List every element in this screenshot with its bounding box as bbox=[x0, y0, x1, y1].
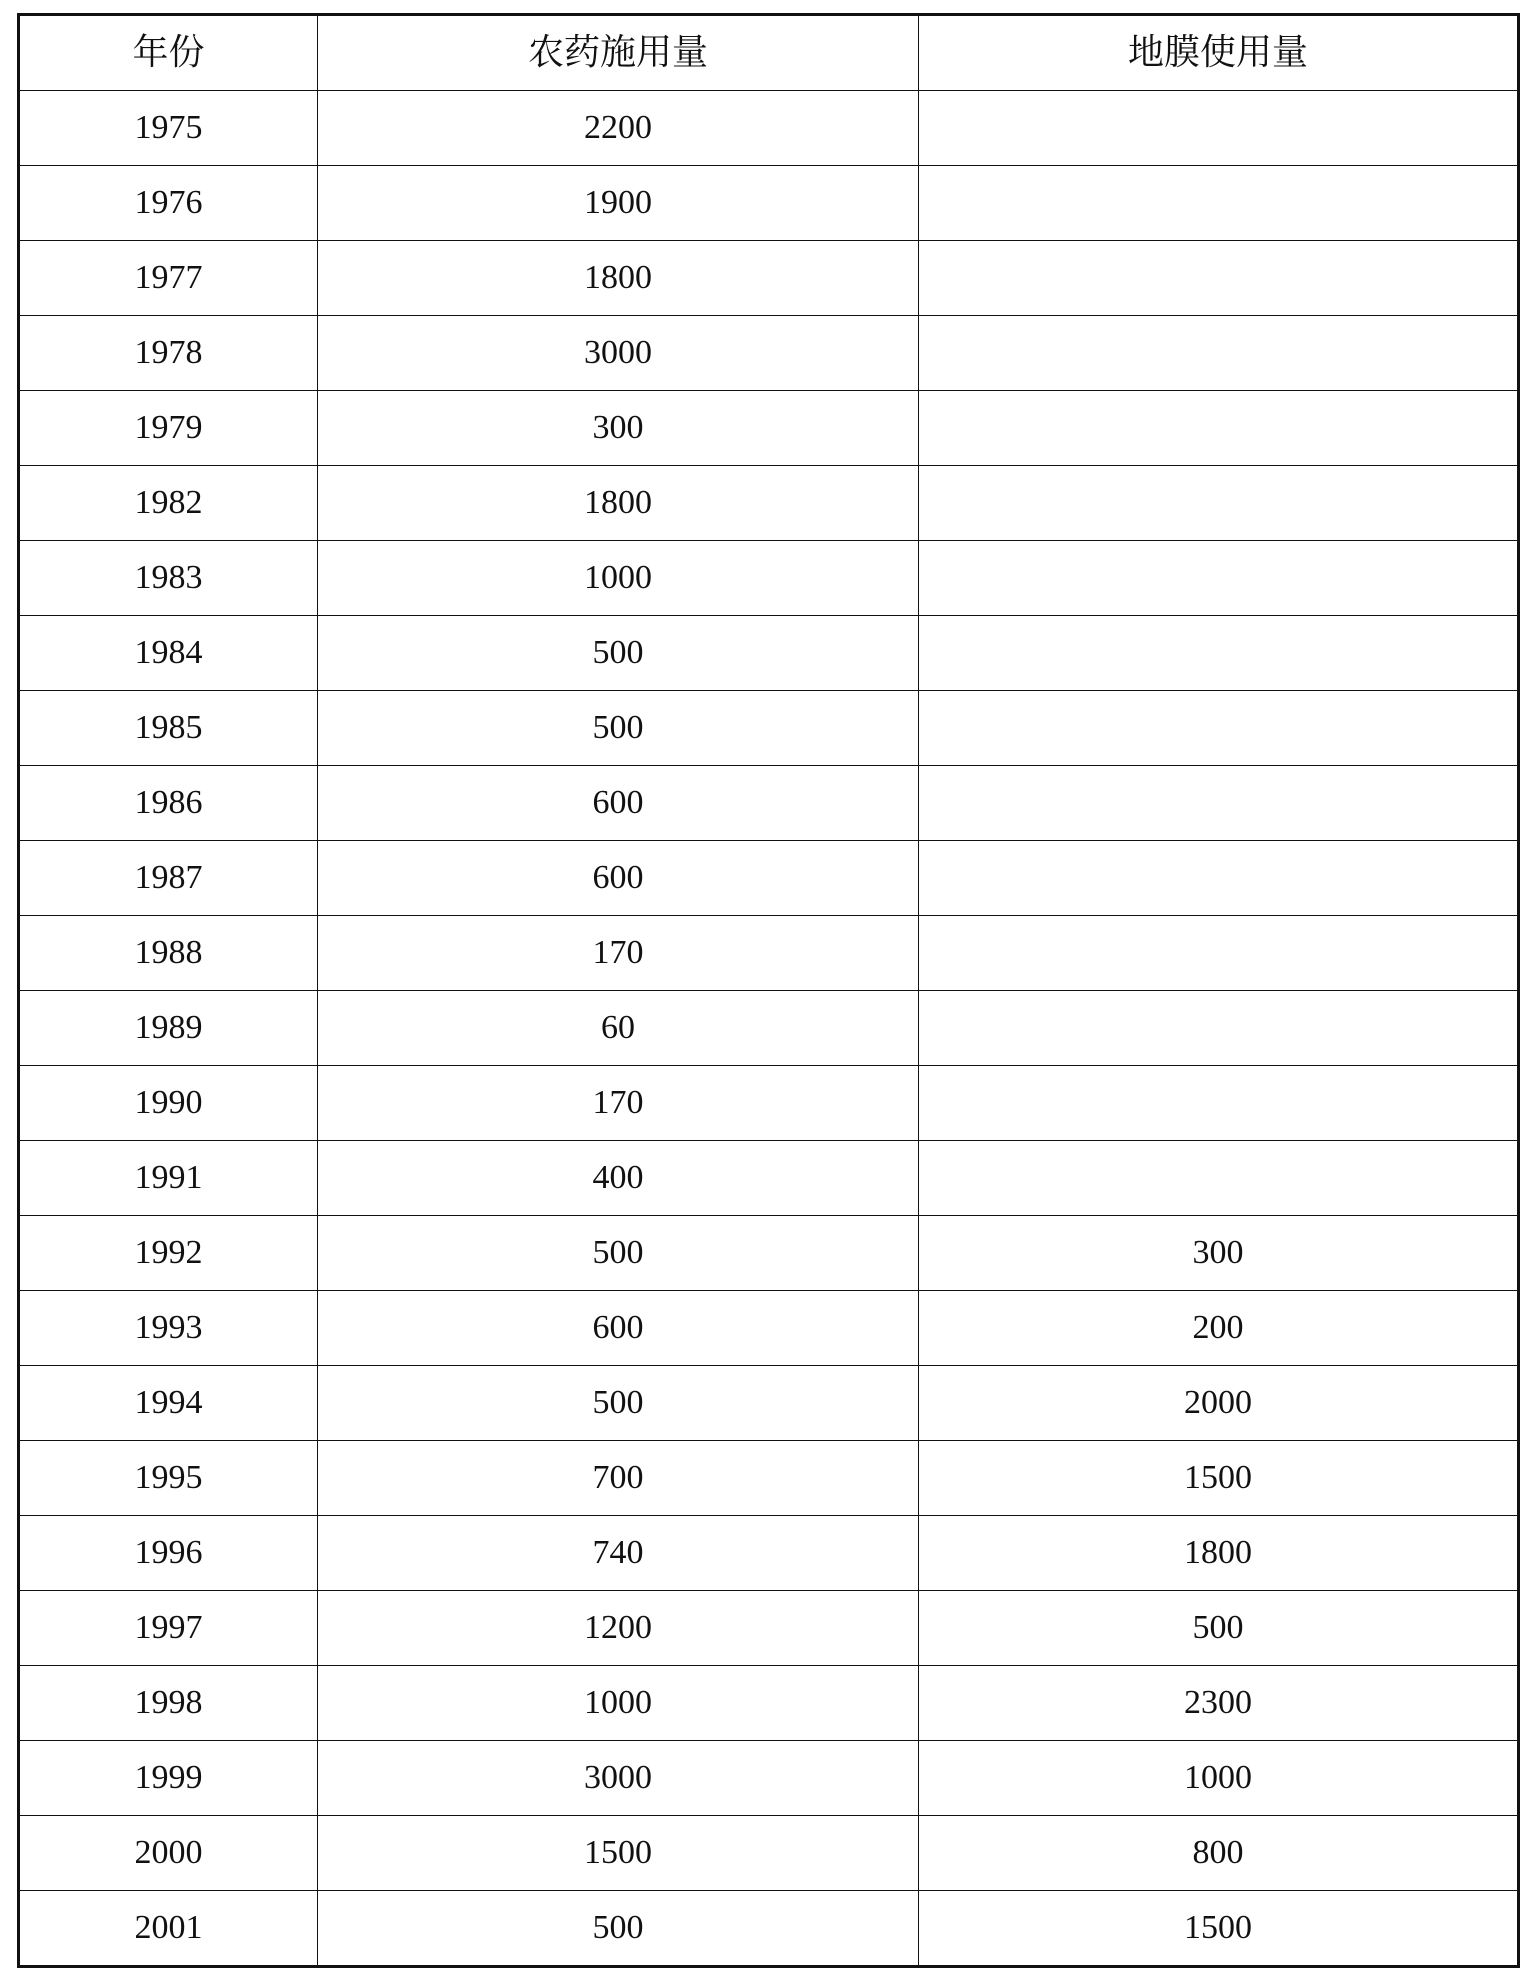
table-row bbox=[19, 1666, 1519, 1741]
cell-year: 1995 bbox=[19, 1441, 318, 1516]
cell-year: 1990 bbox=[19, 1066, 318, 1141]
cell-plastic-film-amount bbox=[919, 1066, 1519, 1141]
cell-year: 1994 bbox=[19, 1366, 318, 1441]
table-row bbox=[19, 241, 1519, 316]
cell-pesticide-amount: 500 bbox=[318, 1216, 919, 1291]
cell-year: 1986 bbox=[19, 766, 318, 841]
table-row bbox=[19, 841, 1519, 916]
cell-year: 1975 bbox=[19, 91, 318, 166]
table-row bbox=[19, 991, 1519, 1066]
cell-pesticide-amount: 1800 bbox=[318, 241, 919, 316]
cell-pesticide-amount: 600 bbox=[318, 766, 919, 841]
cell-year: 1993 bbox=[19, 1291, 318, 1366]
cell-year: 1997 bbox=[19, 1591, 318, 1666]
cell-year: 1979 bbox=[19, 391, 318, 466]
table-row bbox=[19, 466, 1519, 541]
cell-plastic-film-amount bbox=[919, 91, 1519, 166]
table-row bbox=[19, 1441, 1519, 1516]
table-row bbox=[19, 616, 1519, 691]
cell-pesticide-amount: 400 bbox=[318, 1141, 919, 1216]
cell-plastic-film-amount bbox=[919, 541, 1519, 616]
cell-plastic-film-amount: 2300 bbox=[919, 1666, 1519, 1741]
table-row bbox=[19, 766, 1519, 841]
cell-year: 1996 bbox=[19, 1516, 318, 1591]
cell-plastic-film-amount bbox=[919, 691, 1519, 766]
cell-year: 1976 bbox=[19, 166, 318, 241]
cell-plastic-film-amount bbox=[919, 841, 1519, 916]
cell-plastic-film-amount bbox=[919, 991, 1519, 1066]
cell-pesticide-amount: 500 bbox=[318, 1891, 919, 1967]
table-row bbox=[19, 1891, 1519, 1967]
table-row bbox=[19, 541, 1519, 616]
cell-pesticide-amount: 3000 bbox=[318, 1741, 919, 1816]
cell-plastic-film-amount: 300 bbox=[919, 1216, 1519, 1291]
data-table bbox=[17, 13, 1520, 1968]
cell-plastic-film-amount bbox=[919, 916, 1519, 991]
cell-pesticide-amount: 1800 bbox=[318, 466, 919, 541]
table-row bbox=[19, 1741, 1519, 1816]
column-header-year: 年份 bbox=[19, 15, 318, 91]
cell-plastic-film-amount bbox=[919, 166, 1519, 241]
cell-year: 1982 bbox=[19, 466, 318, 541]
cell-pesticide-amount: 1000 bbox=[318, 1666, 919, 1741]
table-row bbox=[19, 166, 1519, 241]
cell-plastic-film-amount bbox=[919, 466, 1519, 541]
cell-plastic-film-amount: 200 bbox=[919, 1291, 1519, 1366]
table-row bbox=[19, 1366, 1519, 1441]
cell-year: 2000 bbox=[19, 1816, 318, 1891]
cell-plastic-film-amount bbox=[919, 766, 1519, 841]
cell-year: 1987 bbox=[19, 841, 318, 916]
table-row bbox=[19, 1291, 1519, 1366]
cell-year: 1977 bbox=[19, 241, 318, 316]
cell-pesticide-amount: 600 bbox=[318, 1291, 919, 1366]
cell-year: 1983 bbox=[19, 541, 318, 616]
cell-pesticide-amount: 740 bbox=[318, 1516, 919, 1591]
table-row bbox=[19, 1216, 1519, 1291]
table-row bbox=[19, 1141, 1519, 1216]
table-row bbox=[19, 1816, 1519, 1891]
cell-year: 1988 bbox=[19, 916, 318, 991]
cell-year: 1989 bbox=[19, 991, 318, 1066]
cell-plastic-film-amount: 800 bbox=[919, 1816, 1519, 1891]
table-row bbox=[19, 691, 1519, 766]
cell-year: 1984 bbox=[19, 616, 318, 691]
table-row bbox=[19, 916, 1519, 991]
table-row bbox=[19, 91, 1519, 166]
cell-pesticide-amount: 60 bbox=[318, 991, 919, 1066]
cell-year: 1991 bbox=[19, 1141, 318, 1216]
table-row bbox=[19, 1591, 1519, 1666]
cell-pesticide-amount: 170 bbox=[318, 916, 919, 991]
table-body bbox=[19, 91, 1519, 1967]
table-row bbox=[19, 391, 1519, 466]
cell-pesticide-amount: 1900 bbox=[318, 166, 919, 241]
cell-plastic-film-amount bbox=[919, 316, 1519, 391]
cell-plastic-film-amount: 500 bbox=[919, 1591, 1519, 1666]
cell-pesticide-amount: 700 bbox=[318, 1441, 919, 1516]
cell-plastic-film-amount: 1000 bbox=[919, 1741, 1519, 1816]
cell-year: 1999 bbox=[19, 1741, 318, 1816]
table-row bbox=[19, 316, 1519, 391]
cell-pesticide-amount: 1000 bbox=[318, 541, 919, 616]
cell-plastic-film-amount bbox=[919, 616, 1519, 691]
cell-year: 1985 bbox=[19, 691, 318, 766]
column-header-pesticide: 农药施用量 bbox=[318, 15, 919, 91]
cell-plastic-film-amount bbox=[919, 241, 1519, 316]
cell-plastic-film-amount bbox=[919, 1141, 1519, 1216]
table-row bbox=[19, 1516, 1519, 1591]
cell-plastic-film-amount: 1500 bbox=[919, 1441, 1519, 1516]
cell-year: 1998 bbox=[19, 1666, 318, 1741]
table-header-row bbox=[19, 15, 1519, 91]
cell-pesticide-amount: 500 bbox=[318, 1366, 919, 1441]
cell-pesticide-amount: 170 bbox=[318, 1066, 919, 1141]
cell-pesticide-amount: 500 bbox=[318, 616, 919, 691]
cell-pesticide-amount: 300 bbox=[318, 391, 919, 466]
cell-pesticide-amount: 3000 bbox=[318, 316, 919, 391]
cell-year: 1992 bbox=[19, 1216, 318, 1291]
cell-pesticide-amount: 2200 bbox=[318, 91, 919, 166]
cell-year: 1978 bbox=[19, 316, 318, 391]
cell-pesticide-amount: 1200 bbox=[318, 1591, 919, 1666]
cell-plastic-film-amount: 1500 bbox=[919, 1891, 1519, 1967]
cell-plastic-film-amount bbox=[919, 391, 1519, 466]
cell-plastic-film-amount: 1800 bbox=[919, 1516, 1519, 1591]
cell-pesticide-amount: 600 bbox=[318, 841, 919, 916]
table-row bbox=[19, 1066, 1519, 1141]
cell-pesticide-amount: 500 bbox=[318, 691, 919, 766]
cell-pesticide-amount: 1500 bbox=[318, 1816, 919, 1891]
cell-year: 2001 bbox=[19, 1891, 318, 1967]
column-header-plastic-film: 地膜使用量 bbox=[919, 15, 1519, 91]
cell-plastic-film-amount: 2000 bbox=[919, 1366, 1519, 1441]
